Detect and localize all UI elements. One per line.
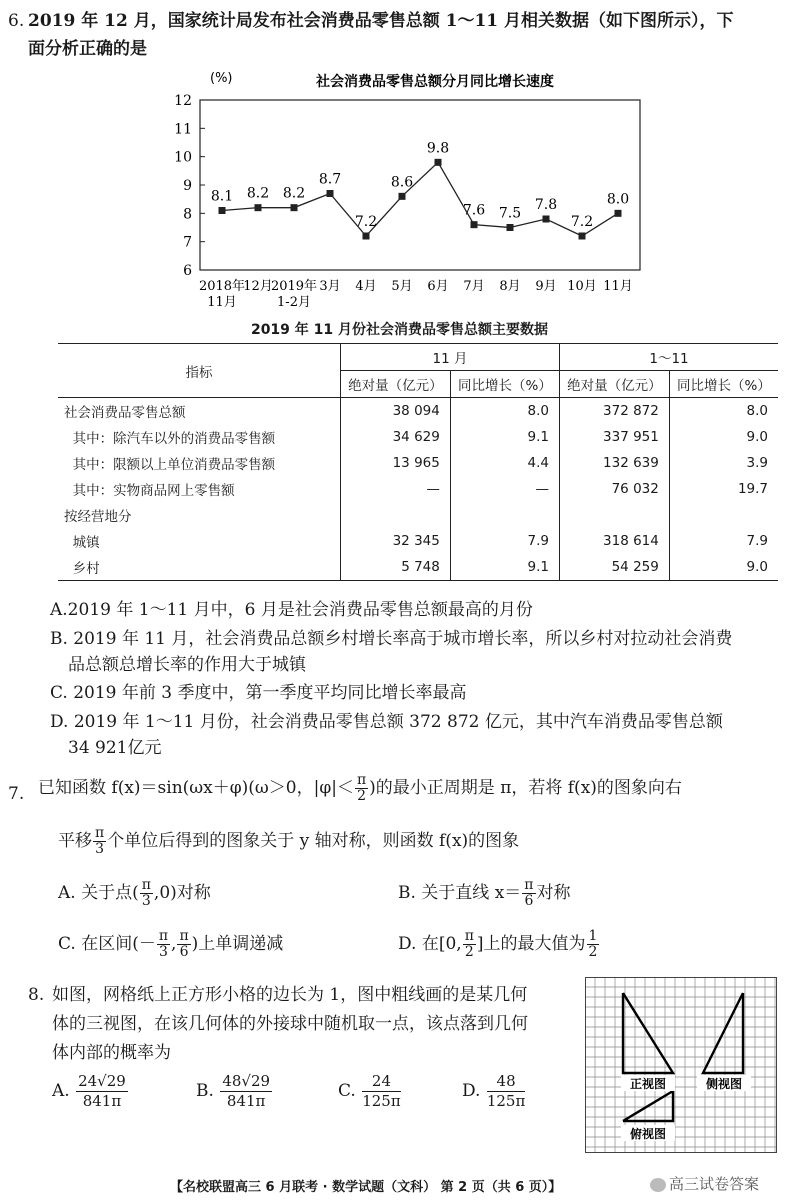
table-cell: 5 748 (341, 554, 451, 581)
q6-option-d-line1: D. 2019 年 1～11 月份，社会消费品零售总额 372 872 亿元，其中汽车消费品零售总额 (50, 712, 723, 732)
q7-option-d-mid: ]上的最大值为 (476, 934, 586, 954)
q8-option-a-fraction (76, 1072, 128, 1111)
frac-num: π (464, 928, 474, 944)
x-tick-label: 4月 (355, 279, 377, 294)
y-tick-label: 9 (183, 178, 192, 194)
frac-num: π (179, 928, 189, 944)
table-title: 2019 年 11 月份社会消费品零售总额主要数据 (250, 322, 549, 338)
page-footer: 【名校联盟高三 6 月联考 · 数学试题（文科） 第 2 页（共 6 页）】 (170, 1180, 562, 1195)
q7-option-a (58, 878, 211, 909)
frac-den: 6 (524, 893, 534, 909)
row-label: 社会消费品零售总额 (64, 405, 186, 421)
table-cell: 9.0 (669, 554, 778, 581)
retail-data-table (58, 343, 778, 581)
fraction-pi-over-6 (177, 929, 190, 960)
q8-option-c (338, 1072, 402, 1111)
row-label: 其中：限额以上单位消费品零售额 (64, 457, 276, 473)
table-cell (341, 502, 451, 528)
top-view-label: 俯视图 (629, 1127, 667, 1141)
frac-num: π (158, 928, 169, 944)
data-point (471, 221, 478, 228)
table-row (58, 424, 778, 450)
q8-line2: 体的三视图，在该几何体的外接球中随机取一点，该点落到几何 (52, 1014, 528, 1034)
q8-option-c-letter: C. (338, 1081, 356, 1101)
frac-num: π (95, 825, 105, 841)
subheader: 同比增长（%） (669, 371, 778, 398)
q7-option-b-tail: 对称 (536, 883, 571, 903)
fraction-pi-over-6 (522, 878, 535, 909)
x-tick-label: 6月 (427, 279, 449, 294)
frac-den: 6 (179, 944, 189, 960)
data-point (399, 193, 406, 200)
q6-option-d-line2: 34 921亿元 (68, 738, 162, 758)
q8-option-d (462, 1072, 526, 1111)
row-label: 其中：除汽车以外的消费品零售额 (64, 431, 276, 447)
data-label: 7.2 (570, 214, 594, 230)
q8-option-c-fraction (362, 1072, 401, 1111)
x-tick-label: 12月 (243, 279, 273, 294)
q7-line2 (58, 826, 519, 857)
header-group-jan-nov: 1～11 (560, 344, 779, 371)
q7-option-c-comma: , (171, 934, 177, 954)
q7-option-b-text: B. 关于直线 x＝ (398, 883, 522, 903)
growth-line-chart (150, 62, 670, 310)
frac-num: 48√29 (222, 1072, 271, 1090)
y-tick-label: 6 (183, 263, 192, 279)
data-point (327, 190, 334, 197)
row-label: 其中：实物商品网上零售额 (64, 483, 235, 499)
frac-den: 3 (141, 893, 151, 909)
q8-option-b-fraction (220, 1072, 272, 1111)
table-row (58, 476, 778, 502)
frac-num: π (141, 877, 151, 893)
col-indicator: 指标 (58, 344, 341, 398)
subheader: 绝对量（亿元） (560, 371, 670, 398)
frac-den: 125π (362, 1092, 401, 1110)
table-cell: 32 345 (341, 528, 451, 554)
fraction-pi-over-2 (463, 929, 476, 960)
table-cell (560, 502, 670, 528)
q7-option-d (398, 929, 600, 960)
table-cell: 372 872 (560, 398, 670, 425)
frac-den: 841π (82, 1092, 122, 1110)
x-tick-label: 2019年 (270, 279, 318, 294)
table-cell: 34 629 (341, 424, 451, 450)
front-view-shape (623, 993, 673, 1073)
table-row (58, 450, 778, 476)
y-tick-label: 8 (183, 206, 192, 223)
chart-ylabel: (%) (210, 71, 233, 86)
q8-option-b-letter: B. (196, 1081, 214, 1101)
side-view-label: 侧视图 (705, 1077, 743, 1091)
data-point (291, 204, 298, 211)
frac-num: 24√29 (78, 1072, 126, 1090)
table-cell: 9.0 (669, 424, 778, 450)
table-cell (450, 502, 559, 528)
q8-option-b (196, 1072, 273, 1111)
frac-den: 2 (357, 788, 367, 804)
x-tick-label: 9月 (535, 279, 557, 294)
x-tick-label: 3月 (319, 279, 341, 294)
subheader: 绝对量（亿元） (341, 371, 451, 398)
q7-line1-text-a: 已知函数 f(x)＝sin(ωx＋φ)(ω＞0，|φ|＜ (38, 778, 354, 798)
frac-den: 841π (226, 1092, 266, 1110)
data-point (543, 216, 550, 223)
q7-option-c-tail: )上单调递减 (191, 934, 284, 954)
data-point (219, 207, 226, 214)
q7-line2-text-b: 个单位后得到的图象关于 y 轴对称，则函数 f(x)的图象 (107, 831, 520, 851)
data-point (579, 233, 586, 240)
data-label: 8.2 (282, 185, 306, 202)
three-view-diagram (585, 977, 777, 1153)
table-cell: — (450, 476, 559, 502)
q7-option-c-text: C. 在区间(－ (58, 934, 156, 954)
data-point (363, 233, 370, 240)
x-tick-label: 8月 (499, 279, 521, 294)
q7-option-a-tail: ,0)对称 (153, 883, 211, 903)
data-point (435, 159, 442, 166)
q7-line2-text-a: 平移 (58, 831, 92, 851)
table-cell: 8.0 (450, 398, 559, 425)
table-row (58, 502, 778, 528)
data-label: 9.8 (426, 140, 450, 157)
data-label: 8.1 (210, 188, 234, 205)
fraction-pi-over-3 (93, 826, 106, 857)
side-view-shape (703, 993, 743, 1073)
watermark-text: 高三试卷答案 (669, 1175, 760, 1193)
q6-option-a: A.2019 年 1～11 月中，6 月是社会消费品零售总额最高的月份 (50, 600, 533, 620)
table-cell: 337 951 (560, 424, 670, 450)
q6-option-b-line1: B. 2019 年 11 月，社会消费品总额乡村增长率高于城市增长率，所以乡村对拉动社会消费 (50, 629, 733, 649)
data-label: 7.8 (534, 197, 558, 213)
q7-option-c (58, 929, 283, 960)
table-cell: 7.9 (450, 528, 559, 554)
fraction-pi-over-3 (157, 929, 170, 960)
data-label: 7.6 (462, 202, 486, 219)
table-cell: 38 094 (341, 398, 451, 425)
frac-den: 3 (158, 944, 168, 960)
frac-num: π (524, 877, 534, 893)
q6-number: 6. (8, 11, 25, 31)
q7-option-a-text: A. 关于点( (58, 883, 139, 903)
q7-line1-text-b: )的最小正周期是 π，若将 f(x)的图象向右 (369, 778, 682, 798)
q8-option-d-fraction (487, 1072, 526, 1111)
table-cell: 19.7 (669, 476, 778, 502)
y-tick-label: 7 (183, 234, 192, 251)
q8-option-d-letter: D. (462, 1081, 481, 1101)
watermark (650, 1173, 759, 1194)
q8-option-a (52, 1072, 129, 1111)
q8-number: 8. (28, 985, 45, 1005)
q7-number: 7. (8, 784, 25, 804)
table-cell: — (341, 476, 451, 502)
table-row (58, 398, 778, 425)
y-tick-label: 12 (174, 93, 192, 109)
q6-option-c: C. 2019 年前 3 季度中，第一季度平均同比增长率最高 (50, 683, 467, 703)
q7-option-d-text: D. 在[0, (398, 934, 462, 954)
data-point (615, 210, 622, 217)
header-group-nov: 11 月 (341, 344, 560, 371)
q8-option-a-letter: A. (52, 1081, 70, 1101)
table-cell: 13 965 (341, 450, 451, 476)
q7-line1 (38, 773, 682, 804)
series-line (222, 162, 618, 236)
table-cell: 76 032 (560, 476, 670, 502)
table-cell: 3.9 (669, 450, 778, 476)
data-point (507, 224, 514, 231)
subheader: 同比增长（%） (450, 371, 559, 398)
frac-den: 2 (464, 944, 474, 960)
frac-num: 1 (588, 928, 598, 944)
data-label: 7.5 (498, 205, 522, 222)
frac-den: 125π (486, 1092, 526, 1110)
table-cell: 54 259 (560, 554, 670, 581)
table-cell: 318 614 (560, 528, 670, 554)
q6-option-b-line2: 品总额总增长率的作用大于城镇 (68, 655, 306, 675)
table-cell: 9.1 (450, 554, 559, 581)
frac-den: 2 (588, 944, 598, 960)
row-label: 乡村 (64, 561, 100, 577)
frac-num: π (356, 772, 367, 788)
table-row (58, 554, 778, 581)
front-view-label: 正视图 (629, 1077, 667, 1091)
data-label: 8.7 (318, 171, 342, 188)
q6-stem-line1: 2019 年 12 月，国家统计局发布社会消费品零售总额 1～11 月相关数据（如下图所示），下 (28, 11, 734, 31)
frac-num: 48 (487, 1072, 526, 1092)
y-tick-label: 11 (174, 121, 192, 138)
data-label: 8.0 (606, 191, 630, 208)
q8-line3: 体内部的概率为 (52, 1043, 171, 1063)
grid-border (586, 978, 777, 1153)
table-cell (669, 502, 778, 528)
x-tick-label: 10月 (567, 279, 597, 294)
q8-line1: 如图，网格纸上正方形小格的边长为 1，图中粗线画的是某几何 (52, 985, 528, 1005)
top-view-shape (623, 1091, 673, 1121)
q6-stem-line2: 面分析正确的是 (28, 39, 147, 59)
fraction-pi-over-2 (355, 773, 368, 804)
table-cell: 9.1 (450, 424, 559, 450)
data-point (255, 204, 262, 211)
data-label: 8.2 (246, 185, 270, 202)
x-tick-label: 2018年 (198, 279, 246, 294)
watermark-icon (650, 1178, 666, 1192)
x-tick-label-line2: 1-2月 (277, 295, 311, 310)
q7-option-b (398, 878, 571, 909)
table-cell: 8.0 (669, 398, 778, 425)
y-tick-label: 10 (174, 149, 192, 166)
fraction-pi-over-3 (140, 878, 153, 909)
chart-title: 社会消费品零售总额分月同比增长速度 (316, 74, 554, 90)
table-cell: 7.9 (669, 528, 778, 554)
x-tick-label: 11月 (603, 279, 633, 294)
data-label: 7.2 (354, 214, 378, 230)
row-label: 按经营地分 (64, 509, 132, 525)
table-cell: 132 639 (560, 450, 670, 476)
frac-num: 24 (362, 1072, 401, 1092)
fraction-1-over-2 (587, 929, 600, 960)
row-label: 城镇 (64, 535, 100, 551)
x-tick-label: 7月 (463, 279, 485, 294)
table-row (58, 528, 778, 554)
data-label: 8.6 (390, 174, 414, 191)
x-tick-label-line2: 11月 (207, 295, 237, 310)
table-cell: 4.4 (450, 450, 559, 476)
x-tick-label: 5月 (391, 279, 413, 294)
frac-den: 3 (95, 841, 105, 857)
